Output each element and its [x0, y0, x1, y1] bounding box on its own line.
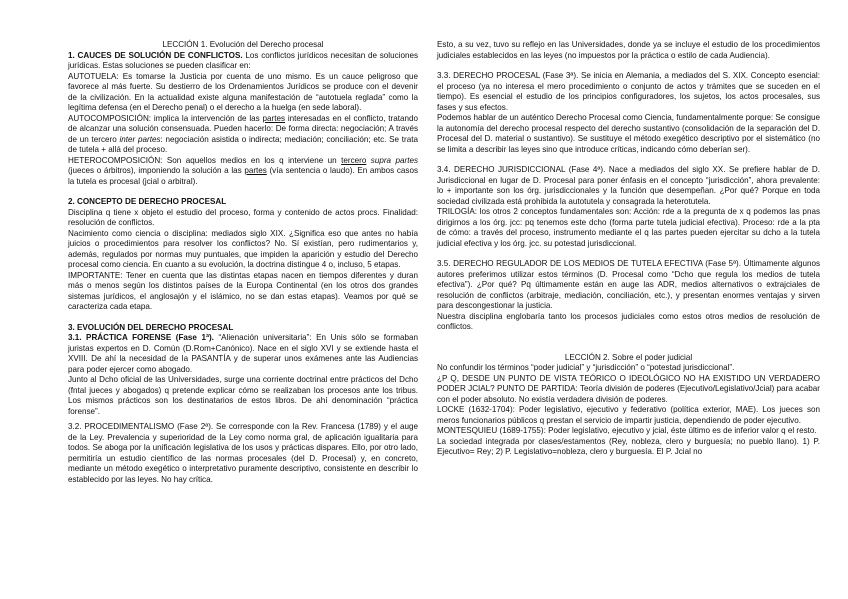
- heterocomposicion-paragraph: [68, 156, 418, 188]
- section33-paragraph: [437, 71, 820, 113]
- section33-paragraph-2: Podemos hablar de un auténtico Derecho Procesal como Ciencia, fundamentalmente porque: Se consigue la autonomía del derecho procesal respecto del derecho sustantivo (consolidación de la separación del D. Procesal del D. material o sustantivo). Se sustituye el método exegético descriptivo por el sistemático (no se limita a describir las leyes sino que introduce críticas, indicando cómo deberían ser).: [437, 113, 820, 154]
- section31-paragraph-2: Junto al Dcho oficial de las Universidades, surge una corriente doctrinal entre prácticos del Dcho (fntal jueces y abogados) q pretende explicar cómo se realizaban los procesos ante los tribus. Los mismos prácticos son los destinatarios de estos libros. De ahí denominación “práctica forense”.: [68, 375, 418, 416]
- section31-paragraph: [68, 333, 418, 375]
- section2-paragraph-2: Nacimiento como ciencia o disciplina: mediados siglo XIX. ¿Significa eso que antes no había juicios o procedimientos para resolver los conflictos? No. Sí existían, pero rudimentarios y, además, regulados por normas muy puntuales, que impiden la aparición y estudio del Derecho procesal como ciencia. En cuanto a su evolución, la doctrina distingue 4 o, incluso, 5 etapas.: [68, 228, 418, 269]
- right-paragraph-1: Esto, a su vez, tuvo su reflejo en las Universidades, donde ya se incluye el estudio de los procedimientos judiciales establecidos en las leyes (no impuestos por la práctica o estilo de cada Audiencia).: [437, 40, 820, 60]
- autocomposicion-paragraph: [68, 114, 418, 156]
- lesson2-paragraph-3: LOCKE (1632-1704): Poder legislativo, ejecutivo y federativo (política exterior, MAE). Los jueces son meros funcionarios públicos q prestan el servicio de impartir justicia, dependiendo de poder ejecutivo.: [437, 405, 820, 425]
- left-column: [68, 40, 418, 485]
- section1-paragraph: [68, 51, 418, 72]
- section31-heading: 3.1. PRÁCTICA FORENSE (Fase 1ª).: [68, 333, 219, 342]
- lesson1-title: LECCIÓN 1. Evolución del Derecho procesal: [162, 40, 324, 49]
- section35-text: Últimamente algunos autores preferimos utilizar estos términos (D. Procesal como “Dcho que regula los medios de tutela efectiva”). ¿Por qué? Pq últimamente están en auge las ADR, medios alternativos o extrajciales de resolución de conflictos (arbitraje, mediación, conciliación, etc.), y presentan enormes ventajas y sirven para descongestionar la justicia.: [437, 259, 821, 310]
- section33-heading: 3.3. DERECHO PROCESAL (Fase 3ª).: [437, 71, 579, 80]
- section32-heading: 3.2. PROCEDIMENTALISMO: [68, 422, 175, 431]
- section1-heading: 1. CAUCES DE SOLUCIÓN DE CONFLICTOS.: [68, 50, 243, 60]
- autocomp-partes: partes: [262, 113, 286, 123]
- section2-paragraph-1: Disciplina q tiene x objeto el estudio del proceso, forma y contenido de actos procs. Finalidad: resolución de conflictos.: [68, 207, 418, 227]
- right-column: [437, 40, 820, 458]
- autotutela-paragraph: AUTOTUELA: Es tomarse la Justicia por cuenta de uno mismo. Es un cauce peligroso que favorece al más fuerte. Su destierro de los Ordenamientos Jurídicos se produce con el devenir de la civilización. En la actualidad existe alguna manifestación de “autotuela reglada” como la legítima defensa (en el Derecho penal) o el derecho a la huelga (en sede laboral).: [68, 71, 418, 112]
- lesson2-paragraph-2: ¿P Q, DESDE UN PUNTO DE VISTA TEÓRICO O IDEOLÓGICO NO HA EXISTIDO UN VERDADERO PODER JCIAL? PUNTO DE PARTIDA: Teoría división de poderes (Ejecutivo/Legislativo/Jcial) para acabar con el poder absoluto. No existía verdadera división de poderes.: [437, 373, 820, 404]
- lesson2-title: LECCIÓN 2. Sobre el poder judicial: [564, 352, 693, 362]
- section32-text: (Fase 2ª). Se corresponde con la Rev. Francesa (1789) y el auge de la Ley. Prevalencia y superioridad de la Ley como norma gral, de aplicación igualitaria para todos. Se aboga por la unificación legislativa de los usos y prácticas dispares. Ello, por otro lado, permitiría un estudio científico de las normas procesales (del D. Procesal) y, en concreto, mediante un método exegético o interpretativo puramente descriptivo, consistente en describir lo establecido por las leyes. No hay crítica.: [68, 422, 418, 484]
- section34-paragraph: [437, 165, 820, 207]
- lesson2-paragraph-1: No confundir los términos “poder judicial” y “jurisdicción” o “potestad jurisdiccional”.: [437, 363, 735, 372]
- lesson2-paragraph-5: La sociedad integrada por clases/estamentos (Rey, nobleza, clero y burguesía; no pueblo llano). 1) P. Ejecutivo= Rey; 2) P. Legislativo=nobleza, clero y burguesía. El P. Jcial no: [437, 436, 820, 456]
- section32-paragraph: [68, 422, 418, 485]
- section33-text: Se inicia en Alemania, a mediados del S. XIX. Concepto esencial: el proceso (ya no interesa el mero procedimiento o conjunto de actos y trámites que se suceden en el tiempo). Es esencial el estudio de los principios configuradores, los sujetos, los actos procesales, sus fases y sus efectos.: [437, 71, 820, 112]
- lesson2-paragraph-4: MONTESQUIEU (1689-1755): Poder legislativo, ejecutivo y jcial, éste último es de inferior valor q el resto.: [437, 426, 817, 435]
- autocomp-inter-partes: inter partes: [119, 134, 161, 144]
- hetero-partes: partes: [244, 166, 267, 175]
- section34-heading: 3.4. DERECHO JURISDICCIONAL (Fase 4ª).: [437, 165, 606, 174]
- section34-paragraph-2: TRILOGÍA: los otros 2 conceptos fundamentales son: Acción: rde a la pregunta de x q podemos las pnas dirigirnos a los órg. jcc: pq tenemos este dcho (forma parte tutela judicial efectiva). Proceso: rde a la pta de cómo: a través del proceso, instrumento mediante el q las partes pueden ejercitar su dcho a la tutela judicial efectiva y los órg. jcc. su potestad jurisdiccional.: [437, 207, 820, 248]
- hetero-text-a: HETEROCOMPOSICIÓN: Son aquellos medios en los q interviene un: [68, 155, 342, 165]
- section35-heading: 3.5. DERECHO REGULADOR DE LOS MEDIOS DE TUTELA EFECTIVA (Fase 5ª).: [437, 259, 742, 268]
- section3-heading: 3. EVOLUCIÓN DEL DERECHO PROCESAL: [68, 322, 234, 332]
- hetero-text-c: (vía sentencia o laudo). En ambos casos la tutela es procesal (jcial o arbitral).: [68, 166, 418, 186]
- hetero-text-b: (jueces o árbitros), imponiendo la solución a las: [68, 166, 245, 175]
- hetero-tercero: tercero: [341, 155, 367, 165]
- section2-heading: 2. CONCEPTO DE DERECHO PROCESAL: [68, 197, 227, 206]
- section35-paragraph: [437, 259, 820, 312]
- section34-text: Nace a mediados del siglo XX. Se prefiere hablar de D. Jurisdiccional en lugar de D. Procesal para poner énfasis en el concepto “jurisdicción”, ahora prevalente: lo + importante son los órg. jurisdiccionales y la función que desempeñan. ¿Por qué? Porque en toda sociedad civilizada está prohibida la autotutela y consagrada la heterotutela.: [437, 165, 820, 206]
- section1-intro: Los conflictos jurídicos necesitan de soluciones jurídicas. Estas soluciones se pueden clasificar en:: [68, 50, 419, 70]
- section2-paragraph-3: IMPORTANTE: Tener en cuenta que las distintas etapas nacen en tiempos diferentes y duran más o menos según los distintos países de la Europa Continental (en los otros dos grandes sistemas jurídicos, el anglosajón y el islámico, no se dan estas etapas). Veamos por qué se caracteriza cada etapa.: [68, 270, 418, 311]
- autocomp-text-a: AUTOCOMPOSICIÓN: implica la intervención de las: [68, 113, 263, 123]
- autocomp-text-c: : negociación asistida o indirecta; mediación; conciliación; etc. Se trata de tutela + allá del proceso.: [68, 134, 418, 154]
- section35-paragraph-2: Nuestra disciplina englobaría tanto los procesos judiciales como estos otros medios de resolución de conflictos.: [437, 311, 820, 331]
- hetero-supra-partes: supra partes: [366, 155, 418, 165]
- section31-text: “Alienación universitaria”: En Unis sólo se formaban juristas expertos en D. Común (D.Rom+Canónico). Nace en el siglo XVI y se extiende hasta el XVIII. De ahí la necesidad de la PASANTÍA y de superar unos exámenes ante las Audiencias para poder ejercer como abogado.: [68, 333, 418, 374]
- autocomp-text-b: interesadas en el conflicto, tratando de alcanzar una solución consensuada. Pueden hacerlo: De forma directa: negociación; A través de un tercero: [68, 113, 419, 144]
